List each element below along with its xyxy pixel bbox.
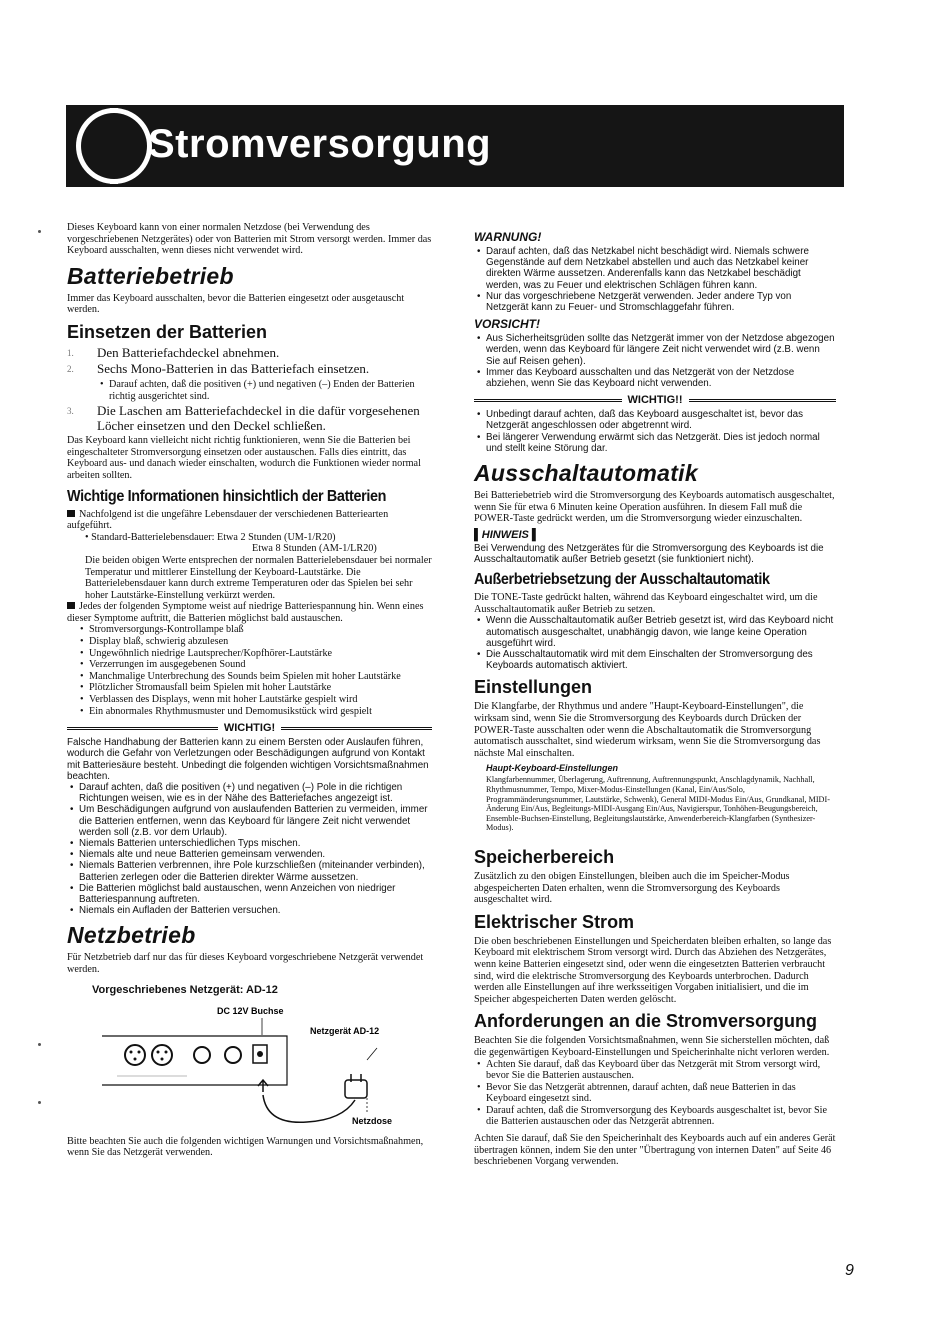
netz-text: Für Netzbetrieb darf nur das für dieses Keyboard vorgeschriebene Netzgerät verwendet werden.: [67, 952, 424, 976]
list-item: • Bei längerer Verwendung erwärmt sich das Netzgerät. Dies ist jedoch normal und stellt keine Störung dar.: [486, 432, 836, 454]
jack-icon: [152, 1045, 172, 1065]
list-item: • Plötzlicher Stromausfall beim Spielen mit hoher Lautstärke: [89, 682, 432, 694]
dc-jack-pin-icon: [257, 1051, 263, 1057]
list-item: • Achten Sie darauf, daß das Keyboard über das Netzgerät mit Strom versorgt wird, bevor Sie die Batterien austauschen.: [486, 1059, 836, 1082]
list-item: • Darauf achten, daß die positiven (+) und negativen (–) Pole in die richtigen Richtungen weisen, wie es in der Nähe des Batteriefaches angezeigt ist.: [79, 782, 432, 804]
right-column: [474, 222, 836, 1168]
step-number: 2.: [67, 364, 74, 375]
wichtig-label: WICHTIG!: [223, 722, 276, 735]
einst-heading: Einstellungen: [474, 677, 593, 698]
dc-jack-label: DC 12V Buchse: [217, 1005, 284, 1016]
outlet-label: Netzdose: [352, 1115, 393, 1126]
vorsicht-label: VORSICHT!: [474, 317, 540, 332]
anford-heading: Anforderungen an die Stromversorgung: [474, 1011, 818, 1032]
important-heading: Wichtige Informationen hinsichtlich der Batterien: [67, 487, 387, 505]
list-item: • Manchmalige Unterbrechung des Sounds beim Spielen mit hoher Lautstärke: [89, 671, 432, 683]
step-item: [67, 404, 432, 433]
cable-icon: [263, 1095, 355, 1122]
jack-icon: [225, 1047, 241, 1063]
left-column: [67, 222, 432, 1159]
list-item: • Niemals Batterien unterschiedlichen Typs mischen.: [79, 838, 432, 849]
hinweis-label: ▌HINWEIS ▌: [474, 528, 540, 541]
arrow-up-icon: [258, 1080, 268, 1092]
page-title: Stromversorgung: [148, 122, 492, 166]
list-item: • Verzerrungen im ausgegebenen Sound: [89, 659, 432, 671]
margin-mark: [38, 1101, 41, 1104]
step-item: [67, 346, 432, 361]
wichtig2-list: [474, 409, 836, 454]
elektr-heading: Elektrischer Strom: [474, 911, 635, 932]
anford-list: [474, 1059, 836, 1129]
list-item: • Niemals ein Aufladen der Batterien versuchen.: [79, 905, 432, 916]
list-item: • Die Batterien möglichst bald austauschen, wenn Anzeichen von niedriger Batteriespannung auftreten.: [79, 883, 432, 905]
final-text: Achten Sie darauf, daß Sie den Speicherinhalt des Keyboards auch auf ein anderes Gerät übertragen können, indem Sie den unter "Übertragung von internen Daten" auf Seite 46 beschriebenen Vorgang verwenden.: [474, 1133, 836, 1168]
step-note-list: [97, 379, 432, 402]
list-item: • Aus Sicherheitsgrüden sollte das Netzgerät immer von der Netzdose abgezogen werden, wenn das Keyboard für längere Zeit nicht verwendet wird (z.B. wenn Sie auf Reisen gehen).: [486, 333, 836, 367]
list-item: • Display blaß, schwierig abzulesen: [89, 636, 432, 648]
speicher-text: Zusätzlich zu den obigen Einstellungen, bleiben auch die im Speicher-Modus abgespeicherten Daten erhalten, wenn die Stromversorgung des Keyboards ausgeschaltet wird.: [474, 870, 790, 906]
anford-text: Beachten Sie die folgenden Vorsichtsmaßnahmen, wenn Sie sicherstellen möchten, daß die gegenwärtigen Keyboard-Einstellungen und Speicherinhalte nicht verloren werden.: [474, 1035, 830, 1058]
step-item: [67, 362, 432, 377]
life-std1-text: Standard-Batterielebensdauer: Etwa 2 Stunden (UM-1/R20): [91, 531, 336, 543]
wichtig2-bar: [474, 394, 836, 406]
wichtig-bar: [67, 722, 432, 734]
haupt-text: Klangfarbennummer, Überlagerung, Auftrennung, Auftrennungspunkt, Anschlagdynamik, Nachhall, Rhythmusnummer, Tempo, Mixer-Modus-Einstellungen (Kanal, Ein/Aus/Solo, Programmänderungsnummer, Lautstärke, Schwenk), General MIDI-Modus Ein/Aus, Grundkanal, MIDI-Änderung Ein/Aus, Begleitungs-MIDI-Ausgang Ein/Aus, Navigierspur, Tonhöhen-Beugungsbereich, Ensemble-Buchsen-Einstellung, Begleitungslautstärke, Anwenderbereich-Klangfarben (Synthesizer-Modus).: [486, 775, 830, 833]
symptoms-intro: Jedes der folgenden Symptome weist auf niedrige Batteriespannung hin. Wenn eines dieser Symptome auftritt, die Batterien möglichst bald austauschen.: [67, 601, 424, 624]
life-std1: • Standard-Batterielebensdauer: Etwa 2 Stunden (UM-1/R20): [85, 531, 336, 543]
square-bullet-icon: [67, 602, 75, 609]
ausser-text: Die TONE-Taste gedrückt halten, während das Keyboard eingeschaltet wird, um die Ausschaltautomatik außer Betrieb zu setzen.: [474, 592, 818, 615]
battery-text: Immer das Keyboard ausschalten, bevor die Batterien eingesetzt oder ausgetauscht werden.: [67, 292, 405, 316]
list-item: • Immer das Keyboard ausschalten und das Netzgerät von der Netzdose abziehen, wenn Sie das Keyboard nicht verwenden.: [486, 367, 836, 389]
wichtig-list: [67, 782, 432, 916]
ausser-heading: Außerbetriebsetzung der Ausschaltautomatik: [474, 571, 770, 589]
netz-heading: Netzbetrieb: [67, 922, 196, 949]
step-text: Den Batteriefachdeckel abnehmen.: [97, 344, 280, 360]
list-item: • Niemals Batterien verbrennen, ihre Pole kurzschließen (miteinander verbinden), Batterien zerlegen oder die Batterien direkter Wärme aussetzen.: [79, 860, 432, 882]
list-item: • Ungewöhnlich niedrige Lautsprecher/Kopfhörer-Lautstärke: [89, 648, 432, 660]
hinweis-text: Bei Verwendung des Netzgerätes für die Stromversorgung des Keyboards ist die Ausschaltautomatik außer Betrieb gesetzt (sie funktioniert nicht).: [474, 542, 824, 566]
keyboard-outline: [102, 1036, 287, 1085]
pointer-line: [367, 1048, 377, 1060]
adapter-icon: [345, 1080, 367, 1098]
divider: [689, 399, 837, 402]
auto-heading: Ausschaltautomatik: [474, 460, 698, 487]
speicher-heading: Speicherbereich: [474, 846, 615, 867]
elektr-text: Die oben beschriebenen Einstellungen und Speicherdaten bleiben erhalten, so lange das Keyboard mit elektrischem Strom versorgt wird. Durch das Abziehen des Netzgerätes, wenn keine Batterien eingesetzt sind, oder wenn die eingesetzten Batterien verbraucht sind, wird die elektrische Stromversorgung des Keyboards unterbrochen. Dadurch werden alle Einstellungen auf ihre werksseitigen Vorgaben initialisiert, und die im Speicher abgespeicherten Daten werden gelöscht.: [474, 935, 832, 1005]
title-banner: [66, 105, 844, 187]
life-std2: Etwa 8 Stunden (AM-1/LR20): [252, 543, 377, 555]
list-item: • Unbedingt darauf achten, daß das Keyboard ausgeschaltet ist, bevor das Netzgerät angeschlossen oder abgetrennt wird.: [486, 409, 836, 431]
margin-mark: [38, 230, 41, 233]
list-item: • Um Beschädigungen aufgrund von auslaufenden Batterien zu vermeiden, immer die Batterien entfernen, wenn das Keyboard für längere Zeit nicht verwendet werden soll (z.B. vor dem Urlaub).: [79, 804, 432, 838]
list-item: • Nur das vorgeschriebene Netzgerät verwenden. Jeder andere Typ von Netzgerät kann zu Feuer- und Stromschlaggefahr führen.: [486, 291, 836, 313]
list-item: • Niemals alte und neue Batterien gemeinsam verwenden.: [79, 849, 432, 860]
auto-text: Bei Batteriebetrieb wird die Stromversorgung des Keyboards automatisch ausgeschaltet, wenn Sie für etwa 6 Minuten keine Operation ausführen. In diesem Fall muß die POWER-Taste gedrückt werden, um die Stromversorgung wieder einzuschalten.: [474, 490, 835, 525]
square-bullet-icon: [67, 510, 75, 517]
list-item: • Darauf achten, daß das Netzkabel nicht beschädigt wird. Niemals schwere Gegenstände auf dem Netzkabel abstellen und auch das Netzkabel keiner direkten Wärme aussetzen. Anderenfalls kann das Netzkabel beschädigt werden, was zu Feuer und elektrischen Schlägen führen kann.: [486, 246, 836, 291]
battery-heading: Batteriebetrieb: [67, 262, 234, 289]
life-intro: Nachfolgend ist die ungefähre Lebensdauer der verschiedenen Batteriearten aufgeführt.: [67, 508, 389, 532]
after-steps-text: Das Keyboard kann vielleicht nicht richtig funktionieren, wenn Sie die Batterien bei eingeschalteter Stromversorgung einsetzen oder austauschen. Falls dies eintritt, das Keyboard aus- und danach wieder einschalten, wodurch die Funktionen wieder normal arbeiten sollten.: [67, 435, 421, 481]
bracket-right-icon: [110, 108, 152, 184]
haupt-label: Haupt-Keyboard-Einstellungen: [486, 763, 619, 774]
divider: [67, 727, 218, 730]
list-item: • Wenn die Ausschaltautomatik außer Betrieb gesetzt ist, wird das Keyboard nicht automatisch ausgeschaltet, unabhängig davon, wie lange keine Operation ausgeführt wird.: [486, 615, 836, 649]
adapter-diagram-label: Netzgerät AD-12: [310, 1025, 380, 1036]
margin-mark: [38, 1043, 41, 1046]
vorsicht-list: [474, 333, 836, 389]
list-item: • Bevor Sie das Netzgerät abtrennen, darauf achten, daß neue Batterien in das Keyboard eingesetzt sind.: [486, 1082, 836, 1105]
list-item: • Ein abnormales Rhythmusmuster und Demomusikstück wird gespielt: [89, 706, 432, 718]
ausser-list: [474, 615, 836, 671]
wichtig2-label: WICHTIG!!: [627, 394, 683, 407]
outro-text: Bitte beachten Sie auch die folgenden wichtigen Warnungen und Vorsichtsmaßnahmen, wenn Sie das Netzgerät verwenden.: [67, 1135, 424, 1159]
hinweis-label-text: HINWEIS: [481, 528, 529, 541]
power-diagram: [67, 1000, 427, 1130]
list-item: • Die Ausschaltautomatik wird mit dem Einschalten der Stromversorgung des Keyboards automatisch aktiviert.: [486, 649, 836, 671]
list-item: • Verblassen des Displays, wenn mit hoher Lautstärke gespielt wird: [89, 694, 432, 706]
step-number: 1.: [67, 347, 74, 358]
jack-icon: [125, 1045, 145, 1065]
adapter-label: Vorgeschriebenes Netzgerät: AD-12: [92, 983, 278, 996]
life-note: Die beiden obigen Werte entsprechen der normalen Batterielebensdauer bei normaler Temperatur und mittlerer Einstellung der Keyboard-Lautstärke. Die Batterielebensdauer kann durch extreme Temperaturen oder das Spielen bei sehr hoher Lautstärke-Einstellung verkürzt werden.: [85, 554, 432, 601]
insert-heading: Einsetzen der Batterien: [67, 321, 268, 342]
list-item: • Stromversorgungs-Kontrollampe blaß: [89, 624, 432, 636]
page-number: 9: [845, 1262, 854, 1279]
divider: [281, 727, 432, 730]
einst-text: Die Klangfarbe, der Rhythmus und andere "Haupt-Keyboard-Einstellungen", die wirksam sind, wenn Sie die Stromversorgung des Keyboards durch Drücken der POWER-Taste ausschalten oder wenn die Abschaltautomatik die Stromversorgung automatisch ausschaltet, sind wiederum wirksam, wenn Sie die Stromversorgung das nächste Mal einschalten.: [474, 701, 821, 759]
list-item: • Darauf achten, daß die positiven (+) und negativen (–) Enden der Batterien richtig ausgerichtet sind.: [109, 379, 432, 402]
warnung-label: WARNUNG!: [474, 230, 542, 244]
list-item: • Darauf achten, daß die Stromversorgung des Keyboards ausgeschaltet ist, bevor Sie die Batterien austauschen oder das Netzgerät abtrennen.: [486, 1105, 836, 1128]
symptom-list: [67, 624, 432, 717]
wichtig-intro: Falsche Handhabung der Batterien kann zu einem Bersten oder Auslaufen führen, wodurch die Gefahr von Verletzungen oder Beschädigungen aufgrund von Kontakt mit Batteriesäure besteht. Unbedingt die folgenden wichtigen Vorsichtsmaßnahmen beachten.: [67, 737, 429, 782]
intro-text: Dieses Keyboard kann von einer normalen Netzdose (bei Verwendung des vorgeschriebenen Netzgerätes) oder von Batterien mit Strom versorgt werden. Immer das Keyboard ausschalten, wenn dieses nicht verwendet wird.: [67, 222, 432, 257]
step-text: Sechs Mono-Batterien in das Batteriefach einsetzen.: [97, 361, 370, 377]
jack-icon: [194, 1047, 210, 1063]
step-number: 3.: [67, 406, 74, 417]
divider: [474, 399, 622, 402]
step-text: Die Laschen am Batteriefachdeckel in die dafür vorgesehenen Löcher einsetzen und den Deckel schließen.: [97, 403, 420, 433]
warnung-list: [474, 246, 836, 313]
